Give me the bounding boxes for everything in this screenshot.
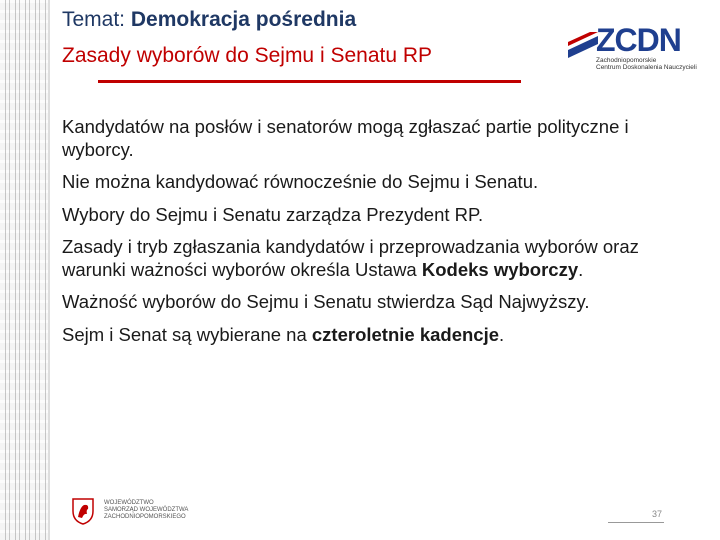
decorative-handwriting-strip [0, 0, 50, 540]
voivodeship-logo [70, 497, 200, 527]
page-number-rule [608, 522, 664, 523]
paragraph-4-end: . [578, 258, 584, 280]
slide-body [62, 116, 702, 356]
logo-subtitle-line1: Zachodniopomorskie [596, 57, 657, 64]
paragraph-6 [62, 324, 702, 347]
paragraph-6-bold: czteroletnie kadencje [311, 323, 500, 345]
paragraph-4 [62, 236, 702, 281]
org-line-1: WOJEWÓDZTWO [104, 500, 154, 506]
paragraph-5: Ważność wyborów do Sejmu i Senatu stwierdza Sąd Najwyższy. [62, 291, 590, 312]
logo-subtitle-line2: Centrum Doskonalenia Nauczycieli [596, 64, 697, 71]
slide-title [62, 8, 356, 32]
voivodeship-text [104, 500, 188, 521]
paragraph-1: Kandydatów na posłów i senatorów mogą zgłaszać partie polityczne i wyborcy. [62, 116, 629, 160]
paragraph-3: Wybory do Sejmu i Senatu zarządza Prezydent RP. [62, 203, 484, 225]
zcdn-logo [568, 22, 697, 74]
org-line-2: SAMORZĄD WOJEWÓDZTWA [104, 507, 189, 513]
logo-subtitle [596, 57, 696, 71]
topic-value: Demokracja pośrednia [130, 8, 357, 31]
title-underline [98, 80, 521, 83]
paragraph-6-text: Sejm i Senat są wybierane na [62, 323, 312, 345]
paragraph-6-end: . [499, 323, 505, 345]
griffin-crest-icon [70, 497, 96, 525]
paragraph-4-text: Zasady i tryb zgłaszania kandydatów i przeprowadzania wyborów oraz warunki ważności wyborów określa Ustawa [62, 236, 639, 280]
paragraph-4-bold: Kodeks wyborczy [421, 258, 579, 280]
page-number: 37 [652, 509, 663, 519]
logo-wordmark: ZCDN [596, 22, 681, 58]
paragraph-2: Nie można kandydować równocześnie do Sejmu i Senatu. [62, 171, 539, 192]
topic-label: Temat: [62, 8, 126, 31]
zcdn-logo-mark-icon [568, 32, 598, 58]
slide-subtitle: Zasady wyborów do Sejmu i Senatu RP [62, 44, 433, 67]
org-line-3: ZACHODNIOPOMORSKIEGO [104, 514, 186, 520]
